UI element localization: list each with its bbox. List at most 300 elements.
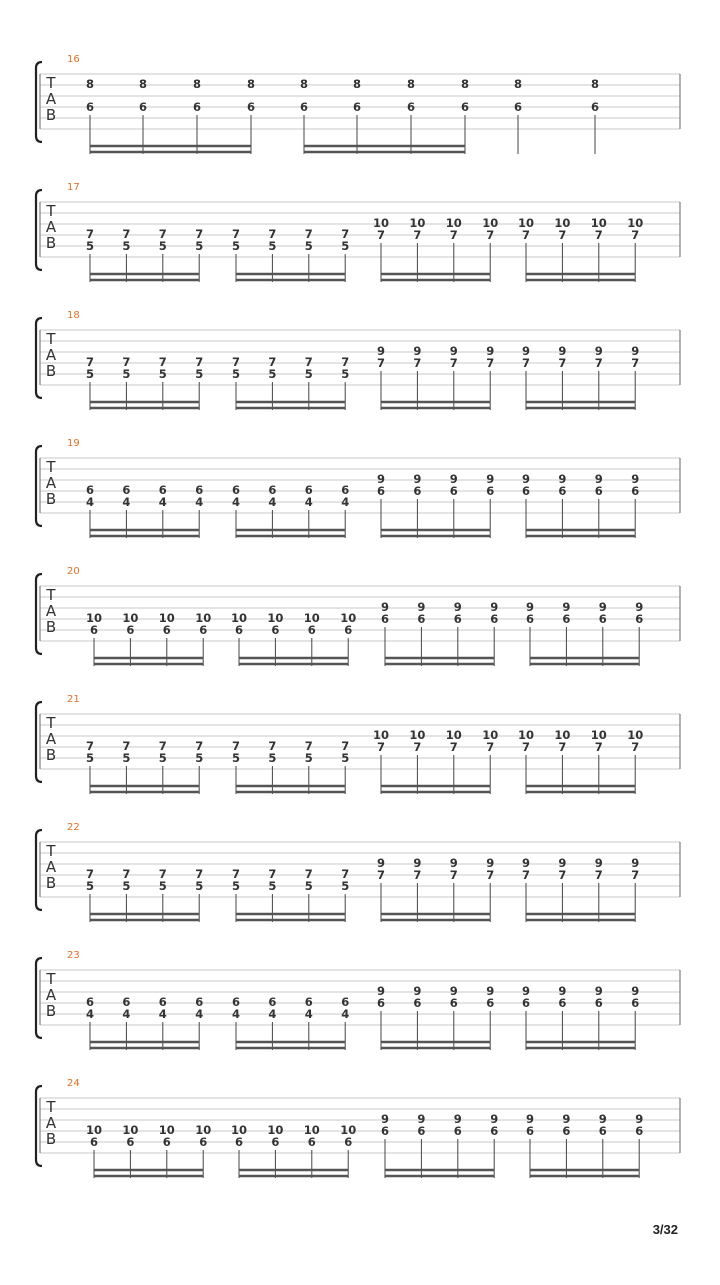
fret-number: 6 [594,996,603,1010]
fret-number: 7 [449,228,458,242]
fret-number: 8 [138,77,148,91]
fret-number: 7 [521,228,531,242]
fret-number: 5 [85,751,95,765]
fret-number: 5 [304,367,313,381]
fret-number: 4 [122,1007,131,1021]
fret-number: 7 [449,740,458,754]
fret-number: 9 [598,600,607,614]
fret-number: 7 [85,739,95,753]
fret-number: 9 [635,1112,644,1126]
fret-number: 6 [85,100,95,114]
beat-group [377,856,494,922]
fret-number: 6 [195,995,204,1009]
fret-number: 6 [268,995,277,1009]
measure-number: 17 [67,182,80,193]
fret-number: 6 [268,483,277,497]
fret-number: 7 [413,356,422,370]
fret-number: 6 [486,996,495,1010]
fret-number: 9 [449,856,458,870]
fret-number: 9 [417,600,426,614]
beat-group [518,216,643,282]
fret-number: 7 [558,740,567,754]
fret-number: 10 [195,1123,212,1137]
tab-system-19 [36,438,680,538]
fret-number: 9 [594,984,603,998]
fret-number: 9 [417,1112,426,1126]
fret-number: 7 [122,227,131,241]
fret-number: 5 [268,367,277,381]
fret-number: 4 [195,1007,204,1021]
fret-number: 9 [521,984,531,998]
fret-number: 9 [598,1112,607,1126]
beat-group [522,344,639,410]
fret-number: 6 [521,996,531,1010]
fret-number: 6 [85,483,95,497]
fret-number: 10 [554,728,571,742]
fret-number: 6 [138,100,148,114]
fret-number: 9 [453,1112,462,1126]
beat-group [373,728,498,794]
tab-system-18 [36,310,680,410]
fret-number: 6 [453,1124,462,1138]
tab-clef-letter: A [45,858,57,876]
fret-number: 9 [413,856,422,870]
beat-group [381,1112,498,1178]
fret-number: 9 [486,472,495,486]
fret-number: 7 [341,227,350,241]
fret-number: 7 [631,356,640,370]
fret-number: 10 [158,1123,175,1137]
tab-clef-letter: A [45,346,57,364]
fret-number: 10 [627,216,644,230]
fret-number: 7 [449,356,458,370]
fret-number: 9 [376,344,386,358]
fret-number: 6 [449,996,458,1010]
fret-number: 7 [376,356,386,370]
fret-number: 6 [449,484,458,498]
fret-number: 5 [85,879,95,893]
fret-number: 7 [85,227,95,241]
fret-number: 7 [376,740,386,754]
tab-clef-letter: B [45,1002,57,1020]
fret-number: 10 [195,611,212,625]
fret-number: 5 [304,751,313,765]
fret-number: 6 [192,100,202,114]
fret-number: 6 [413,996,422,1010]
fret-number: 7 [304,867,313,881]
fret-number: 7 [486,740,495,754]
fret-number: 6 [635,612,644,626]
fret-number: 10 [85,1123,103,1137]
fret-number: 7 [268,355,277,369]
fret-number: 6 [562,1124,571,1138]
fret-number: 6 [162,623,171,637]
tab-clef-letter: B [45,746,57,764]
fret-number: 5 [122,367,131,381]
fret-number: 10 [340,611,357,625]
fret-number: 9 [525,1112,535,1126]
fret-number: 9 [413,984,422,998]
tab-clef-letter: T [46,458,56,476]
fret-number: 7 [594,868,603,882]
fret-number: 7 [631,740,640,754]
fret-number: 7 [594,740,603,754]
fret-number: 6 [246,100,256,114]
fret-number: 7 [231,739,241,753]
fret-number: 7 [631,868,640,882]
fret-number: 7 [376,228,386,242]
beat-group [526,600,643,666]
fret-number: 9 [558,984,567,998]
fret-number: 6 [304,483,313,497]
fret-number: 6 [271,623,280,637]
fret-number: 6 [460,100,470,114]
fret-number: 9 [376,472,386,486]
fret-number: 6 [199,623,208,637]
tab-clef-letter: A [45,986,57,1004]
fret-number: 10 [627,728,644,742]
fret-number: 7 [304,739,313,753]
fret-number: 5 [158,239,167,253]
fret-number: 5 [122,239,131,253]
fret-number: 7 [413,868,422,882]
fret-number: 9 [413,344,422,358]
fret-number: 7 [486,356,495,370]
fret-number: 6 [490,612,499,626]
fret-number: 10 [303,1123,320,1137]
tab-clef-letter: A [45,602,57,620]
fret-number: 5 [304,239,313,253]
fret-number: 7 [341,867,350,881]
tab-clef-letter: B [45,234,57,252]
fret-number: 7 [449,868,458,882]
fret-number: 10 [230,1123,248,1137]
fret-number: 10 [445,216,462,230]
fret-number: 6 [486,484,495,498]
fret-number: 4 [304,1007,313,1021]
fret-number: 6 [376,996,386,1010]
fret-number: 7 [195,227,204,241]
fret-number: 7 [521,868,531,882]
fret-number: 9 [376,856,386,870]
measure-number: 20 [67,566,80,577]
fret-number: 6 [307,623,316,637]
fret-number: 6 [122,483,131,497]
tab-clef-letter: T [46,842,56,860]
fret-number: 5 [231,239,241,253]
fret-number: 5 [195,879,204,893]
fret-number: 7 [594,356,603,370]
fret-number: 5 [268,751,277,765]
fret-number: 9 [594,344,603,358]
measure-number: 24 [67,1078,80,1089]
fret-number: 5 [268,879,277,893]
beat-group [522,984,639,1050]
tab-system-23 [36,950,680,1050]
fret-number: 10 [554,216,571,230]
tab-clef-letter: T [46,202,56,220]
measure-number: 23 [67,950,80,961]
tab-clef-letter: B [45,106,57,124]
tab-clef-letter: A [45,90,57,108]
fret-number: 10 [372,728,390,742]
beat-group [377,344,494,410]
beat-group [86,77,255,154]
fret-number: 7 [341,739,350,753]
tab-system-22 [36,822,680,922]
fret-number: 10 [340,1123,357,1137]
fret-number: 6 [521,484,531,498]
tab-clef-letter: T [46,586,56,604]
fret-number: 7 [85,355,95,369]
tab-clef-letter: T [46,1098,56,1116]
tab-system-17 [36,182,680,282]
tab-clef-letter: T [46,330,56,348]
fret-number: 4 [195,495,204,509]
fret-number: 6 [89,623,99,637]
tab-system-24 [36,1078,680,1178]
fret-number: 5 [231,879,241,893]
fret-number: 8 [513,77,523,91]
fret-number: 9 [631,856,640,870]
fret-number: 10 [230,611,248,625]
fret-number: 7 [341,355,350,369]
tab-clef-letter: B [45,1130,57,1148]
fret-number: 8 [406,77,416,91]
fret-number: 6 [598,612,607,626]
fret-number: 10 [590,216,607,230]
fret-number: 8 [299,77,309,91]
fret-number: 8 [460,77,470,91]
fret-number: 7 [158,739,167,753]
fret-number: 4 [158,495,167,509]
beat-group [514,77,522,154]
fret-number: 9 [635,600,644,614]
beat-group [377,472,494,538]
fret-number: 5 [195,751,204,765]
fret-number: 10 [445,728,462,742]
fret-number: 7 [231,227,241,241]
tab-clef-letter: B [45,362,57,380]
fret-number: 4 [231,495,241,509]
fret-number: 4 [268,1007,277,1021]
fret-number: 10 [482,728,499,742]
beat-group [522,472,639,538]
fret-number: 6 [162,1135,171,1149]
fret-number: 6 [631,996,640,1010]
fret-number: 6 [558,484,567,498]
fret-number: 6 [380,1124,390,1138]
fret-number: 6 [525,612,535,626]
fret-number: 7 [122,867,131,881]
fret-number: 8 [192,77,202,91]
fret-number: 9 [486,984,495,998]
fret-number: 6 [513,100,523,114]
fret-number: 7 [558,228,567,242]
fret-number: 6 [231,995,241,1009]
tab-clef-letter: A [45,1114,57,1132]
fret-number: 6 [199,1135,208,1149]
fret-number: 6 [631,484,640,498]
beat-group [381,600,498,666]
fret-number: 9 [449,344,458,358]
fret-number: 6 [234,623,244,637]
beat-group [591,77,599,154]
page-number: 3/32 [652,1222,678,1237]
fret-number: 7 [195,739,204,753]
tab-clef-letter: B [45,874,57,892]
fret-number: 6 [126,623,135,637]
fret-number: 6 [490,1124,499,1138]
fret-number: 7 [521,740,531,754]
fret-number: 7 [268,867,277,881]
fret-number: 10 [517,216,535,230]
fret-number: 9 [449,984,458,998]
fret-number: 9 [631,344,640,358]
measure-number: 21 [67,694,80,705]
fret-number: 10 [409,216,426,230]
fret-number: 9 [490,1112,499,1126]
fret-number: 8 [246,77,256,91]
tab-system-16 [36,54,680,154]
fret-number: 6 [413,484,422,498]
tab-system-20 [36,566,680,666]
fret-number: 7 [231,867,241,881]
fret-number: 7 [413,740,422,754]
fret-number: 6 [453,612,462,626]
fret-number: 7 [231,355,241,369]
tab-clef-letter: A [45,730,57,748]
fret-number: 10 [482,216,499,230]
fret-number: 9 [486,856,495,870]
fret-number: 5 [268,239,277,253]
fret-number: 5 [122,751,131,765]
fret-number: 10 [590,728,607,742]
fret-number: 6 [598,1124,607,1138]
fret-number: 9 [558,856,567,870]
fret-number: 6 [122,995,131,1009]
fret-number: 7 [195,355,204,369]
fret-number: 5 [231,751,241,765]
tab-clef-letter: T [46,74,56,92]
fret-number: 4 [341,1007,350,1021]
fret-number: 8 [352,77,362,91]
fret-number: 9 [490,600,499,614]
fret-number: 4 [85,495,95,509]
fret-number: 7 [158,355,167,369]
fret-number: 4 [341,495,350,509]
fret-number: 10 [158,611,175,625]
fret-number: 6 [304,995,313,1009]
tab-clef-letter: B [45,618,57,636]
fret-number: 9 [376,984,386,998]
fret-number: 6 [352,100,362,114]
fret-number: 9 [525,600,535,614]
fret-number: 9 [558,472,567,486]
fret-number: 9 [521,856,531,870]
fret-number: 9 [413,472,422,486]
fret-number: 9 [521,472,531,486]
fret-number: 5 [304,879,313,893]
beat-group [300,77,469,154]
fret-number: 9 [449,472,458,486]
fret-number: 7 [376,868,386,882]
fret-number: 5 [158,879,167,893]
fret-number: 4 [268,495,277,509]
fret-number: 10 [122,611,139,625]
beat-group [377,984,494,1050]
fret-number: 7 [158,867,167,881]
fret-number: 9 [521,344,531,358]
fret-number: 6 [271,1135,280,1149]
fret-number: 9 [631,472,640,486]
fret-number: 6 [231,483,241,497]
fret-number: 6 [417,1124,426,1138]
fret-number: 5 [231,367,241,381]
fret-number: 5 [158,751,167,765]
fret-number: 6 [376,484,386,498]
fret-number: 7 [558,868,567,882]
fret-number: 9 [594,472,603,486]
measure-number: 19 [67,438,80,449]
tab-clef-letter: B [45,490,57,508]
fret-number: 9 [453,600,462,614]
fret-number: 9 [594,856,603,870]
fret-number: 6 [525,1124,535,1138]
fret-number: 5 [158,367,167,381]
tab-clef-letter: T [46,970,56,988]
fret-number: 6 [341,483,350,497]
fret-number: 4 [122,495,131,509]
fret-number: 10 [85,611,103,625]
fret-number: 9 [380,1112,390,1126]
fret-number: 7 [631,228,640,242]
fret-number: 4 [85,1007,95,1021]
fret-number: 8 [590,77,600,91]
fret-number: 4 [158,1007,167,1021]
tab-clef-letter: A [45,474,57,492]
measure-number: 16 [67,54,80,65]
beat-group [373,216,498,282]
fret-number: 10 [267,611,284,625]
fret-number: 6 [307,1135,316,1149]
fret-number: 10 [517,728,535,742]
fret-number: 6 [299,100,309,114]
fret-number: 9 [562,600,571,614]
fret-number: 7 [122,739,131,753]
fret-number: 7 [268,227,277,241]
fret-number: 5 [85,239,95,253]
fret-number: 9 [380,600,390,614]
fret-number: 7 [486,868,495,882]
fret-number: 6 [417,612,426,626]
tab-clef-letter: T [46,714,56,732]
fret-number: 9 [562,1112,571,1126]
fret-number: 5 [341,879,350,893]
fret-number: 7 [304,227,313,241]
measure-number: 22 [67,822,80,833]
fret-number: 7 [413,228,422,242]
fret-number: 7 [195,867,204,881]
tab-system-21 [36,694,680,794]
fret-number: 7 [122,355,131,369]
fret-number: 5 [85,367,95,381]
fret-number: 7 [594,228,603,242]
fret-number: 5 [341,239,350,253]
fret-number: 7 [521,356,531,370]
fret-number: 6 [126,1135,135,1149]
fret-number: 6 [195,483,204,497]
